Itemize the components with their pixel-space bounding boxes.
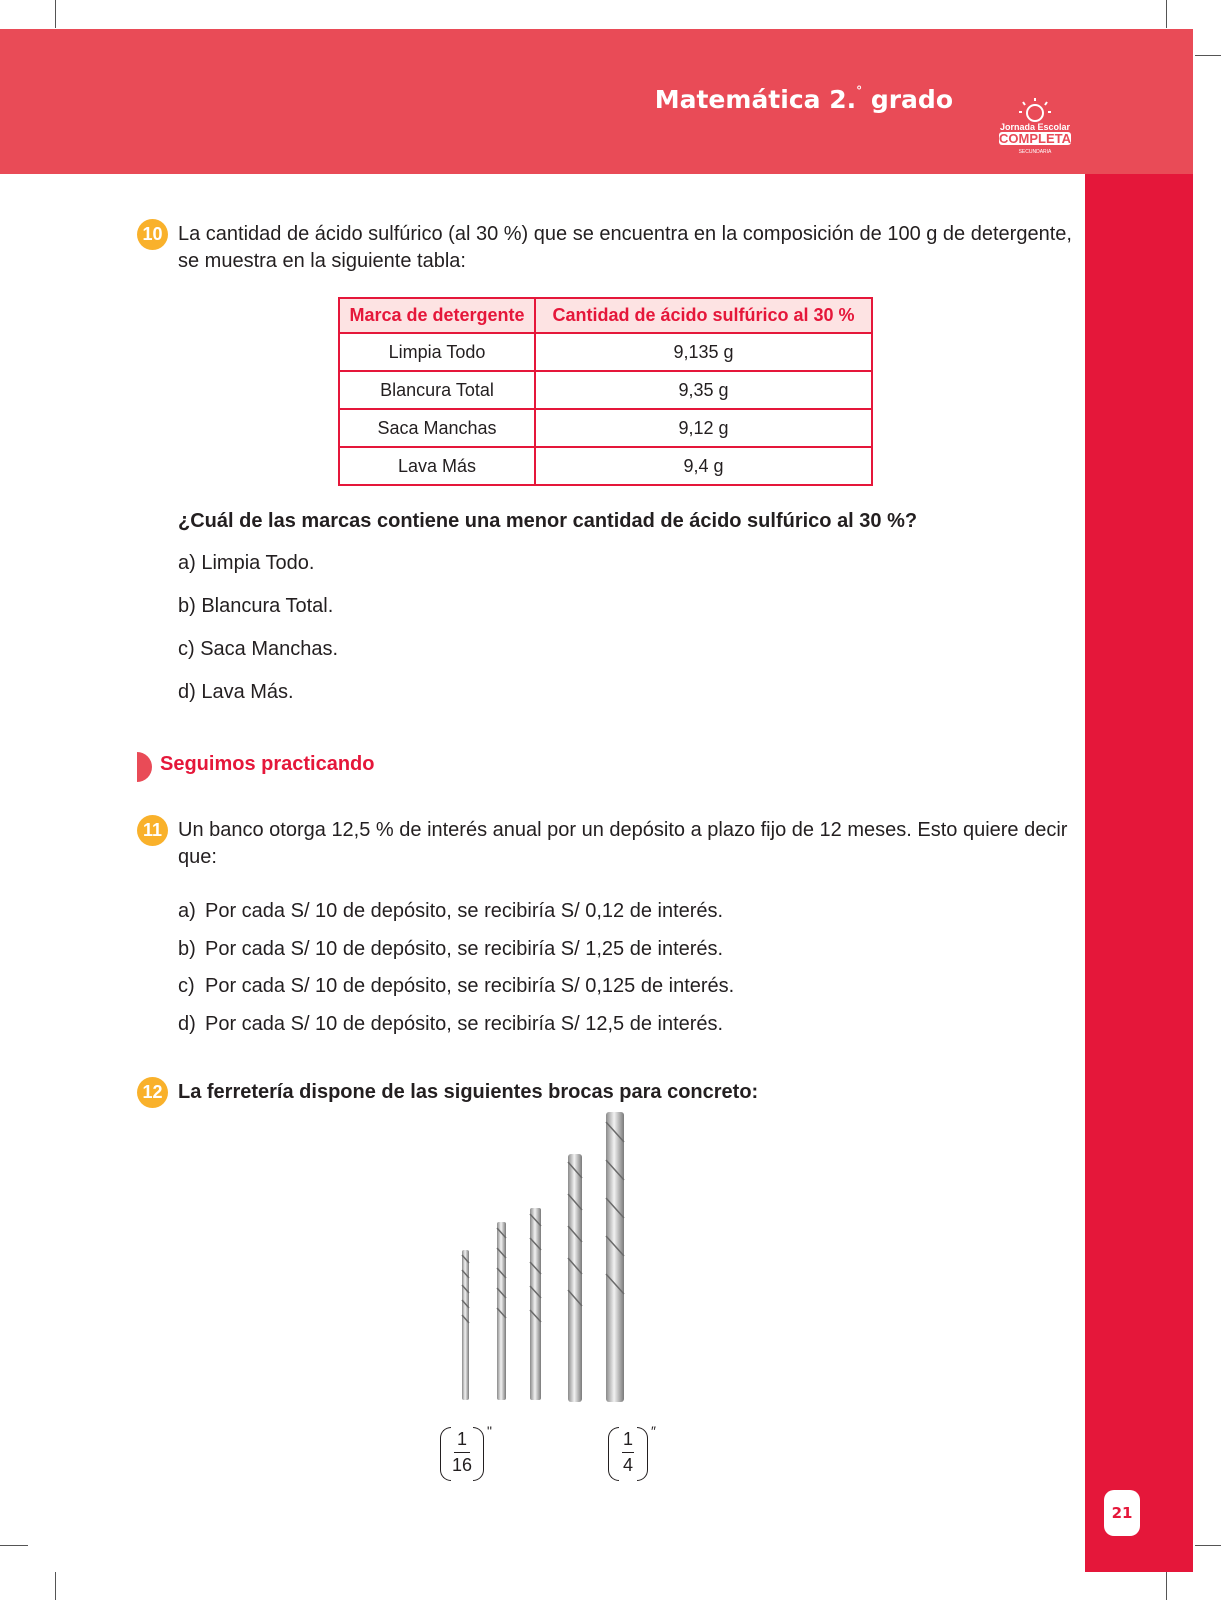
crop-mark (55, 1572, 56, 1600)
fraction-label: 1 16 " (440, 1427, 484, 1481)
table-header: Cantidad de ácido sulfúrico al 30 % (535, 298, 872, 333)
svg-text:Jornada Escolar: Jornada Escolar (999, 122, 1071, 132)
table-cell: Saca Manchas (339, 409, 535, 447)
answer-option[interactable]: a) Por cada S/ 10 de depósito, se recibiría S/ 0,12 de interés. (178, 900, 724, 922)
svg-text:SECUNDARIA: SECUNDARIA (1018, 149, 1052, 155)
drill-bits-image (430, 1110, 670, 1410)
question-10-prompt: ¿Cuál de las marcas contiene una menor cantidad de ácido sulfúrico al 30 %? (178, 510, 918, 532)
drill-bit (462, 1250, 469, 1400)
question-10-text: La cantidad de ácido sulfúrico (al 30 %) que se encuentra en la composición de 100 g de detergente, se muestra en la siguiente tabla: (178, 223, 1072, 272)
table-cell: Lava Más (339, 447, 535, 485)
answer-option[interactable]: d) Por cada S/ 10 de depósito, se recibiría S/ 12,5 de interés. (178, 1012, 724, 1035)
crop-mark (1195, 55, 1221, 56)
side-color-bar (1085, 174, 1193, 1572)
table-cell: 9,4 g (535, 447, 872, 485)
crop-mark (0, 1545, 28, 1546)
jornada-escolar-logo (995, 96, 1075, 158)
question-number-badge: 11 (137, 815, 168, 846)
question-number-badge: 12 (137, 1077, 168, 1108)
table-row (339, 333, 872, 371)
answer-option[interactable]: c) Saca Manchas. (178, 638, 339, 660)
crop-mark (55, 0, 56, 28)
answer-option[interactable]: d) Lava Más. (178, 681, 294, 703)
section-title: Seguimos practicando (160, 753, 375, 775)
section-marker (137, 752, 152, 782)
table-header: Marca de detergente (339, 298, 535, 333)
question-11-text: Un banco otorga 12,5 % de interés anual por un depósito a plazo fijo de 12 meses. Esto quiere decir que: (178, 819, 1068, 868)
crop-mark (1166, 1572, 1167, 1600)
page-title: Matemática 2.° grado (654, 83, 953, 114)
question-11-options (178, 893, 734, 1043)
answer-option[interactable]: a) Limpia Todo. (178, 552, 315, 574)
table-row (339, 371, 872, 409)
answer-option[interactable]: c) Por cada S/ 10 de depósito, se recibiría S/ 0,125 de interés. (178, 975, 735, 997)
question-10-options (178, 542, 338, 714)
answer-option[interactable]: b) Por cada S/ 10 de depósito, se recibiría S/ 1,25 de interés. (178, 937, 724, 960)
table-row (339, 409, 872, 447)
table-cell: 9,12 g (535, 409, 872, 447)
svg-text:COMPLETA: COMPLETA (999, 131, 1071, 146)
table-cell: 9,135 g (535, 333, 872, 371)
fraction-label: 1 4 ″ (608, 1427, 648, 1481)
table-header-row (339, 298, 872, 333)
table-cell: Limpia Todo (339, 333, 535, 371)
crop-mark (1166, 0, 1167, 28)
answer-option[interactable]: b) Blancura Total. (178, 595, 334, 617)
detergent-table (338, 297, 873, 486)
question-number-badge: 10 (137, 219, 168, 250)
page-number: 21 (1104, 1490, 1140, 1536)
crop-mark (1195, 1545, 1221, 1546)
table-cell: Blancura Total (339, 371, 535, 409)
question-12-text: La ferretería dispone de las siguientes brocas para concreto: (178, 1081, 759, 1103)
table-cell: 9,35 g (535, 371, 872, 409)
table-row (339, 447, 872, 485)
